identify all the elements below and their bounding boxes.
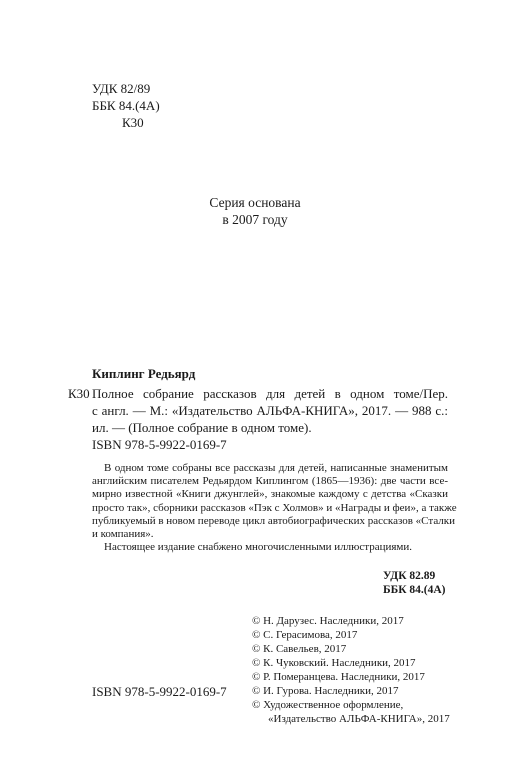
annotation-line-5: публикуемый в новом переводе цикл автобиографических рассказов «Сталки [92,514,456,527]
annotation-line-2: английским писателем Редьярдом Киплингом (1865—1936): две части все- [92,475,448,488]
annotation-line-4: просто так», сборники рассказов «Пэк с Холмов» и «Награды и феи», а также [92,501,457,514]
entry-line-1: Полное собрание рассказов для детей в одном томе/Пер. [92,386,448,401]
copyright-line: © Р. Померанцева. Наследники, 2017 [252,671,425,683]
copyright-line: © К. Чуковский. Наследники, 2017 [252,657,416,669]
udk-code: УДК 82/89 [92,81,151,96]
isbn-bottom: ISBN 978-5-9922-0169-7 [92,684,227,699]
author-mark: К30 [122,115,144,130]
entry-line-3: ил. — (Полное собрание в одном томе). [92,420,312,435]
bbk-code: ББК 84.(4А) [92,98,160,113]
copyright-line: © С. Герасимова, 2017 [252,629,358,641]
annotation [92,462,457,554]
copyright-line: «Издательство АЛЬФА-КНИГА», 2017 [268,713,450,725]
udk-code-right: УДК 82.89 [383,570,436,582]
copyright-line: © Художественное оформление, [252,699,404,711]
series-note-line-2: в 2007 году [222,212,288,227]
classification-right [383,569,446,597]
series-note [0,194,510,228]
bbk-code-right: ББК 84.(4А) [383,584,446,596]
copyright-list [252,614,450,726]
annotation-line-1: В одном томе собраны все рассказы для детей, написанные знаменитым [104,462,448,474]
copyright-line: © И. Гурова. Наследники, 2017 [252,685,399,697]
author-heading: Киплинг Редьярд [92,366,196,381]
classification-codes [92,80,160,131]
annotation-note: Настоящее издание снабжено многочисленными иллюстрациями. [104,541,413,554]
catalog-entry [68,385,448,436]
entry-line-2: с англ. — М.: «Издательство АЛЬФА-КНИГА», 2017. — 988 с.: [92,403,448,418]
series-note-line-1: Серия основана [209,195,301,210]
copyright-line: © Н. Дарузес. Наследники, 2017 [252,615,404,627]
copyright-line: © К. Савельев, 2017 [252,643,347,655]
isbn: ISBN 978-5-9922-0169-7 [92,437,227,452]
entry-code: К30 [68,386,90,401]
annotation-line-3: мирно известной «Книги джунглей», знакомые каждому с детства «Сказки [92,488,448,501]
annotation-line-6: и компания». [92,528,154,541]
